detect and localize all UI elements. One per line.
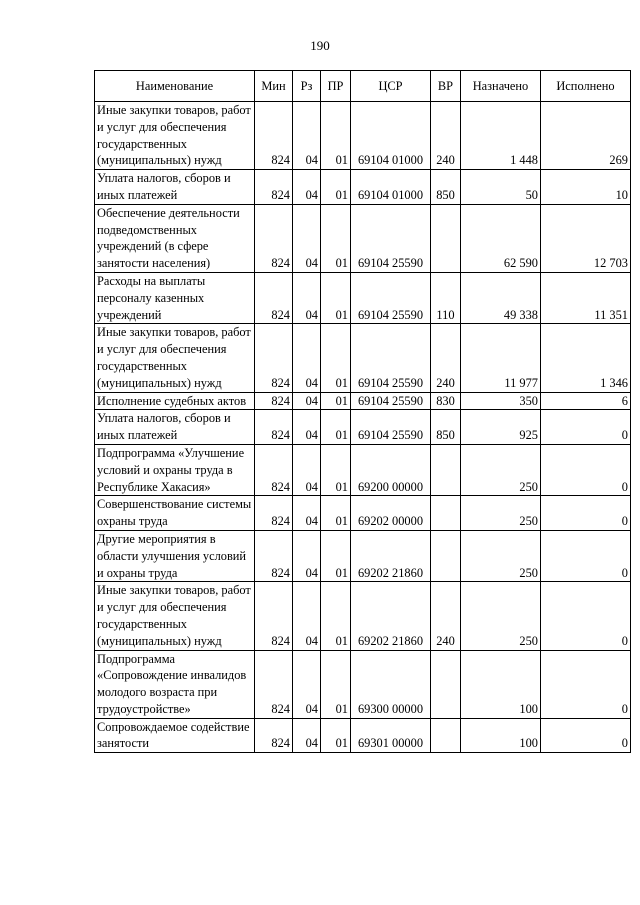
table-row bbox=[95, 718, 631, 753]
cell-vr bbox=[431, 530, 461, 581]
cell-executed: 10 bbox=[541, 170, 631, 205]
cell-executed: 0 bbox=[541, 496, 631, 531]
table-row bbox=[95, 170, 631, 205]
cell-executed: 12 703 bbox=[541, 204, 631, 272]
cell-executed: 0 bbox=[541, 582, 631, 650]
cell-name: Уплата налогов, сборов и иных платежей bbox=[95, 170, 255, 205]
cell-assigned: 925 bbox=[461, 410, 541, 445]
cell-vr: 240 bbox=[431, 324, 461, 392]
cell-rz: 04 bbox=[293, 204, 321, 272]
cell-assigned: 49 338 bbox=[461, 272, 541, 323]
cell-csr: 69200 00000 bbox=[351, 444, 431, 495]
cell-pr: 01 bbox=[321, 204, 351, 272]
cell-csr: 69202 00000 bbox=[351, 496, 431, 531]
cell-assigned: 11 977 bbox=[461, 324, 541, 392]
cell-min: 824 bbox=[255, 204, 293, 272]
cell-csr: 69104 01000 bbox=[351, 170, 431, 205]
cell-vr: 850 bbox=[431, 410, 461, 445]
header-rz: Рз bbox=[293, 71, 321, 102]
cell-executed: 0 bbox=[541, 410, 631, 445]
header-csr: ЦСР bbox=[351, 71, 431, 102]
header-executed: Исполнено bbox=[541, 71, 631, 102]
cell-min: 824 bbox=[255, 392, 293, 410]
cell-vr: 110 bbox=[431, 272, 461, 323]
cell-rz: 04 bbox=[293, 272, 321, 323]
cell-rz: 04 bbox=[293, 392, 321, 410]
cell-vr: 240 bbox=[431, 582, 461, 650]
cell-csr: 69104 01000 bbox=[351, 102, 431, 170]
cell-name: Иные закупки товаров, работ и услуг для обеспечения государственных (муниципальных) нужд bbox=[95, 324, 255, 392]
cell-assigned: 250 bbox=[461, 530, 541, 581]
cell-vr bbox=[431, 650, 461, 718]
cell-rz: 04 bbox=[293, 324, 321, 392]
table-header-row bbox=[95, 71, 631, 102]
cell-csr: 69202 21860 bbox=[351, 530, 431, 581]
cell-name: Совершенствование системы охраны труда bbox=[95, 496, 255, 531]
cell-pr: 01 bbox=[321, 324, 351, 392]
table-row bbox=[95, 204, 631, 272]
cell-executed: 0 bbox=[541, 718, 631, 753]
cell-executed: 0 bbox=[541, 650, 631, 718]
cell-pr: 01 bbox=[321, 718, 351, 753]
budget-table bbox=[94, 70, 631, 753]
cell-min: 824 bbox=[255, 582, 293, 650]
cell-min: 824 bbox=[255, 650, 293, 718]
cell-pr: 01 bbox=[321, 444, 351, 495]
cell-name: Другие мероприятия в области улучшения условий и охраны труда bbox=[95, 530, 255, 581]
cell-rz: 04 bbox=[293, 496, 321, 531]
table-row bbox=[95, 272, 631, 323]
cell-pr: 01 bbox=[321, 102, 351, 170]
cell-assigned: 50 bbox=[461, 170, 541, 205]
cell-executed: 11 351 bbox=[541, 272, 631, 323]
table-row bbox=[95, 102, 631, 170]
cell-name: Подпрограмма «Улучшение условий и охраны труда в Республике Хакасия» bbox=[95, 444, 255, 495]
cell-name: Сопровождаемое содействие занятости bbox=[95, 718, 255, 753]
cell-rz: 04 bbox=[293, 102, 321, 170]
cell-pr: 01 bbox=[321, 272, 351, 323]
cell-name: Расходы на выплаты персоналу казенных учреждений bbox=[95, 272, 255, 323]
cell-assigned: 350 bbox=[461, 392, 541, 410]
cell-pr: 01 bbox=[321, 582, 351, 650]
cell-name: Исполнение судебных актов bbox=[95, 392, 255, 410]
header-name: Наименование bbox=[95, 71, 255, 102]
cell-name: Подпрограмма «Сопровождение инвалидов молодого возраста при трудоустройстве» bbox=[95, 650, 255, 718]
cell-csr: 69104 25590 bbox=[351, 392, 431, 410]
page-number: 190 bbox=[310, 38, 330, 53]
cell-min: 824 bbox=[255, 272, 293, 323]
cell-rz: 04 bbox=[293, 582, 321, 650]
cell-rz: 04 bbox=[293, 410, 321, 445]
cell-pr: 01 bbox=[321, 410, 351, 445]
cell-name: Иные закупки товаров, работ и услуг для обеспечения государственных (муниципальных) нужд bbox=[95, 102, 255, 170]
table-body bbox=[95, 102, 631, 753]
cell-pr: 01 bbox=[321, 392, 351, 410]
cell-min: 824 bbox=[255, 496, 293, 531]
cell-min: 824 bbox=[255, 170, 293, 205]
cell-pr: 01 bbox=[321, 170, 351, 205]
cell-vr: 240 bbox=[431, 102, 461, 170]
cell-executed: 0 bbox=[541, 444, 631, 495]
cell-pr: 01 bbox=[321, 650, 351, 718]
cell-min: 824 bbox=[255, 444, 293, 495]
cell-assigned: 100 bbox=[461, 650, 541, 718]
cell-vr bbox=[431, 718, 461, 753]
cell-pr: 01 bbox=[321, 530, 351, 581]
cell-assigned: 62 590 bbox=[461, 204, 541, 272]
cell-vr bbox=[431, 496, 461, 531]
cell-assigned: 100 bbox=[461, 718, 541, 753]
header-assigned: Назначено bbox=[461, 71, 541, 102]
header-vr: ВР bbox=[431, 71, 461, 102]
cell-assigned: 250 bbox=[461, 582, 541, 650]
cell-name: Иные закупки товаров, работ и услуг для обеспечения государственных (муниципальных) нужд bbox=[95, 582, 255, 650]
cell-vr: 850 bbox=[431, 170, 461, 205]
cell-executed: 1 346 bbox=[541, 324, 631, 392]
cell-rz: 04 bbox=[293, 170, 321, 205]
cell-min: 824 bbox=[255, 102, 293, 170]
cell-vr bbox=[431, 444, 461, 495]
table-row bbox=[95, 530, 631, 581]
cell-rz: 04 bbox=[293, 718, 321, 753]
table-row bbox=[95, 392, 631, 410]
header-min: Мин bbox=[255, 71, 293, 102]
cell-vr: 830 bbox=[431, 392, 461, 410]
cell-pr: 01 bbox=[321, 496, 351, 531]
cell-executed: 0 bbox=[541, 530, 631, 581]
cell-csr: 69202 21860 bbox=[351, 582, 431, 650]
cell-name: Обеспечение деятельности подведомственных учреждений (в сфере занятости населения) bbox=[95, 204, 255, 272]
table-row bbox=[95, 650, 631, 718]
cell-min: 824 bbox=[255, 530, 293, 581]
cell-assigned: 1 448 bbox=[461, 102, 541, 170]
cell-csr: 69301 00000 bbox=[351, 718, 431, 753]
table-row bbox=[95, 324, 631, 392]
cell-min: 824 bbox=[255, 410, 293, 445]
cell-assigned: 250 bbox=[461, 444, 541, 495]
cell-rz: 04 bbox=[293, 530, 321, 581]
cell-csr: 69300 00000 bbox=[351, 650, 431, 718]
cell-csr: 69104 25590 bbox=[351, 410, 431, 445]
table-row bbox=[95, 496, 631, 531]
table-row bbox=[95, 410, 631, 445]
cell-name: Уплата налогов, сборов и иных платежей bbox=[95, 410, 255, 445]
cell-csr: 69104 25590 bbox=[351, 324, 431, 392]
table-row bbox=[95, 582, 631, 650]
cell-rz: 04 bbox=[293, 650, 321, 718]
cell-min: 824 bbox=[255, 324, 293, 392]
header-pr: ПР bbox=[321, 71, 351, 102]
cell-executed: 6 bbox=[541, 392, 631, 410]
cell-csr: 69104 25590 bbox=[351, 272, 431, 323]
cell-rz: 04 bbox=[293, 444, 321, 495]
table-row bbox=[95, 444, 631, 495]
cell-executed: 269 bbox=[541, 102, 631, 170]
cell-min: 824 bbox=[255, 718, 293, 753]
cell-assigned: 250 bbox=[461, 496, 541, 531]
cell-vr bbox=[431, 204, 461, 272]
cell-csr: 69104 25590 bbox=[351, 204, 431, 272]
